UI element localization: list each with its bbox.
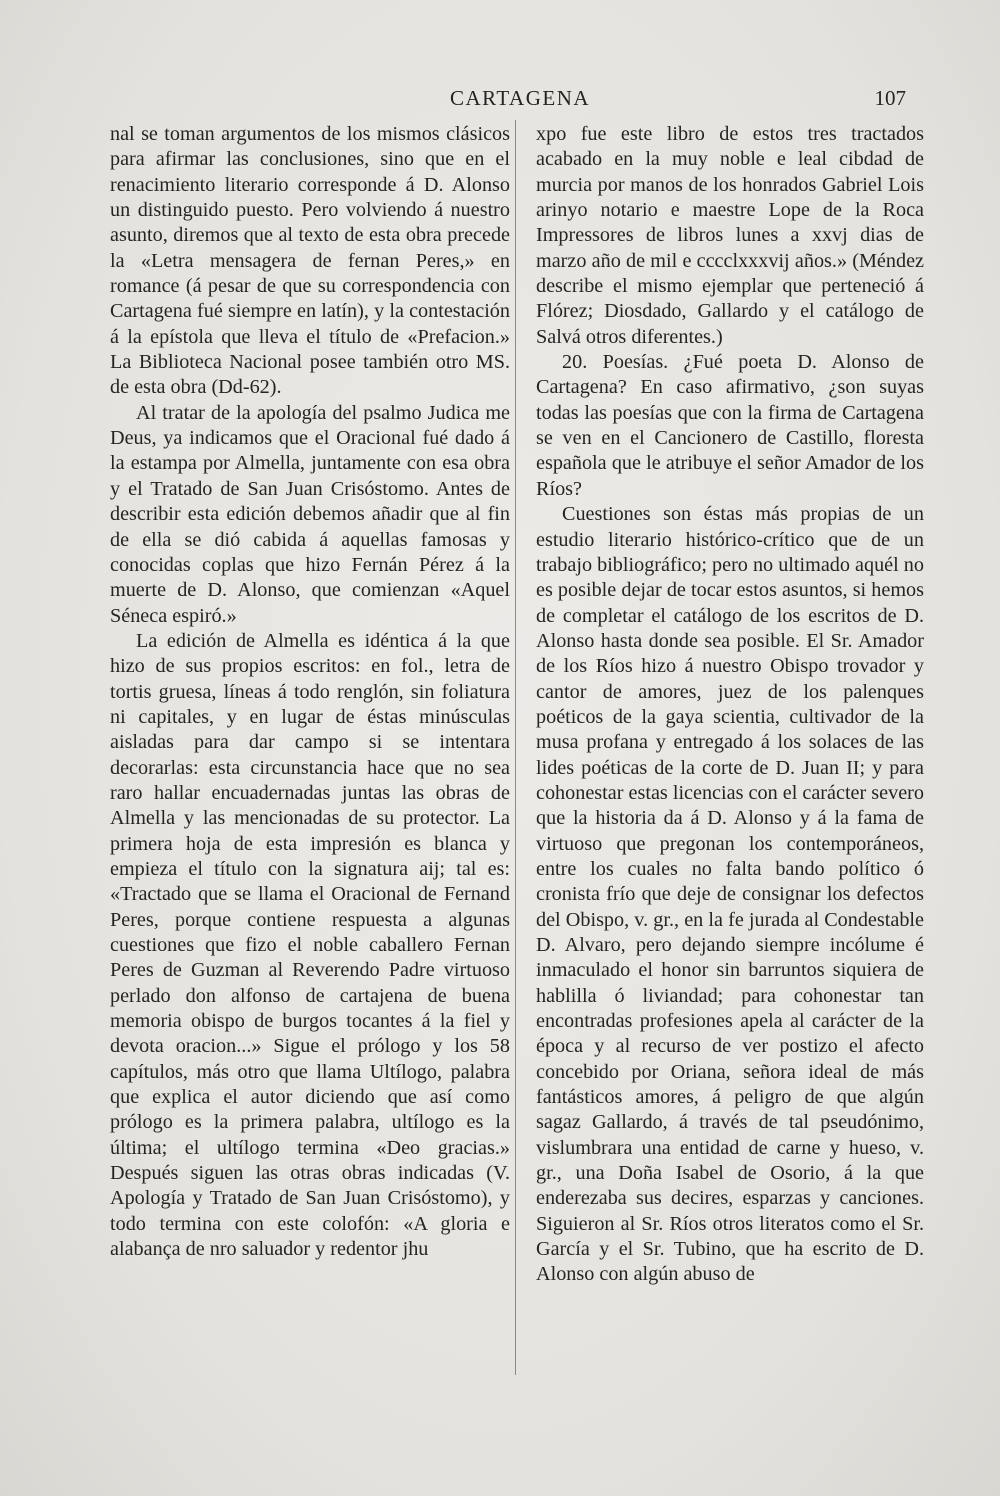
right-paragraph-1: xpo fue este libro de estos tres tractados acabado en la muy noble e leal cibdad de murcia por manos de los honrados Gabriel Lois arinyo notario e maestre Lope de la Roca Impressores de libros lunes a xxvj dias de marzo año de mil e cccclxxxvij años.» (Méndez describe el mismo ejemplar que perteneció á Flórez; Diosdado, Gallardo y el catálogo de Salvá otros diferentes.) — [536, 123, 924, 348]
running-head — [0, 86, 1000, 116]
right-paragraph-3: Cuestiones son éstas más propias de un estudio literario histórico-crítico que de un trabajo bibliográfico; pero no ultimado aquél no es posible dejar de tocar estos asuntos, si hemos de completar el catálogo de los escritos de D. Alonso hasta donde sea posible. El Sr. Amador de los Ríos hizo á nuestro Obispo trovador y cantor de amores, juez de los palenques poéticos de la gaya scientia, cultivador de la musa profana y entregado á los solaces de las lides poéticas de la corte de D. Juan II; y para cohonestar estas licencias con el carácter severo que la historia da á D. Alonso y á la fama de virtuoso que pregonan los contemporáneos, entre los cuales no falta bando político ó cronista frío que deje de consignar los defectos del Obispo, v. gr., en la fe jurada al Condestable D. Alvaro, pero dejando siempre incólume é inmaculado el honor sin barruntos siquiera de hablilla ó liviandad; para cohonestar tan encontradas profesiones apela al carácter de la época y al recurso de ver postizo el afecto concebido por Oriana, señora ideal de más fantásticos amores, á peligro de que algún sagaz Gallardo, á través de tal pseudónimo, vislumbrara una entidad de carne y hueso, v. gr., una Doña Isabel de Osorio, á la que enderezaba sus decires, esparzas y canciones. Siguieron al Sr. Ríos otros literatos como el Sr. García y el Sr. Tubino, que ha escrito de D. Alonso con algún abuso de — [536, 503, 924, 1286]
right-paragraph-2: 20. Poesías. ¿Fué poeta D. Alonso de Cartagena? En caso afirmativo, ¿son suyas todas las poesías que con la firma de Cartagena se ven en el Cancionero de Castillo, floresta española que le atribuye el señor Amador de los Ríos? — [536, 351, 924, 500]
column-divider — [515, 120, 516, 1375]
page-title: CARTAGENA — [449, 86, 591, 110]
page-number: 107 — [874, 86, 906, 110]
left-column — [110, 122, 510, 1262]
left-paragraph-1: nal se toman argumentos de los mismos clásicos para afirmar las conclusiones, sino que en el renacimiento literario corresponde á D. Alonso un distinguido puesto. Pero volviendo á nuestro asunto, diremos que al texto de esta obra precede la «Letra mensagera de fernan Peres,» en romance (á pesar de que su correspondencia con Cartagena fué siempre en latín), y la contestación á la epístola que lleva el título de «Prefacion.» La Biblioteca Nacional posee también otro MS. de esta obra (Dd-62). — [110, 123, 510, 399]
left-paragraph-2: Al tratar de la apología del psalmo Judica me Deus, ya indicamos que el Oracional fué dado á la estampa por Almella, juntamente con esa obra y el Tratado de San Juan Crisóstomo. Antes de describir esta edición debemos añadir que al fin de ella se dió cabida á aquellas famosas y conocidas coplas que hizo Fernán Pérez á la muerte de D. Alonso, que comienzan «Aquel Séneca espiró.» — [110, 401, 510, 627]
left-paragraph-3: La edición de Almella es idéntica á la que hizo de sus propios escritos: en fol., letra de tortis gruesa, líneas á todo renglón, sin foliatura ni capitales, y en lugar de éstas minúsculas aisladas para dar campo si se intentara decorarlas: esta circunstancia hace que no sea raro hallar encuadernadas juntas las obras de Almella y las mencionadas de su protector. La primera hoja de esta impresión es blanca y empieza el título con la signatura aij; tal es: «Tractado que se llama el Oracional de Fernand Peres, porque contiene respuesta a algunas cuestiones que fizo el noble caballero Fernan Peres de Guzman al Reverendo Padre virtuoso perlado don alfonso de cartajena de buena memoria obispo de burgos tocantes á la fiel y devota oracion...» Sigue el prólogo y los 58 capítulos, más otro que llama Ultílogo, palabra que explica el autor diciendo que así como prólogo es la primera palabra, ultílogo es la última; el ultílogo termina «Deo gracias.» Después siguen las otras obras indicadas (V. Apología y Tratado de San Juan Crisóstomo), y todo termina con este colofón: «A gloria e alabança de nro saluador y redentor jhu — [110, 629, 510, 1261]
right-column — [536, 122, 924, 1288]
